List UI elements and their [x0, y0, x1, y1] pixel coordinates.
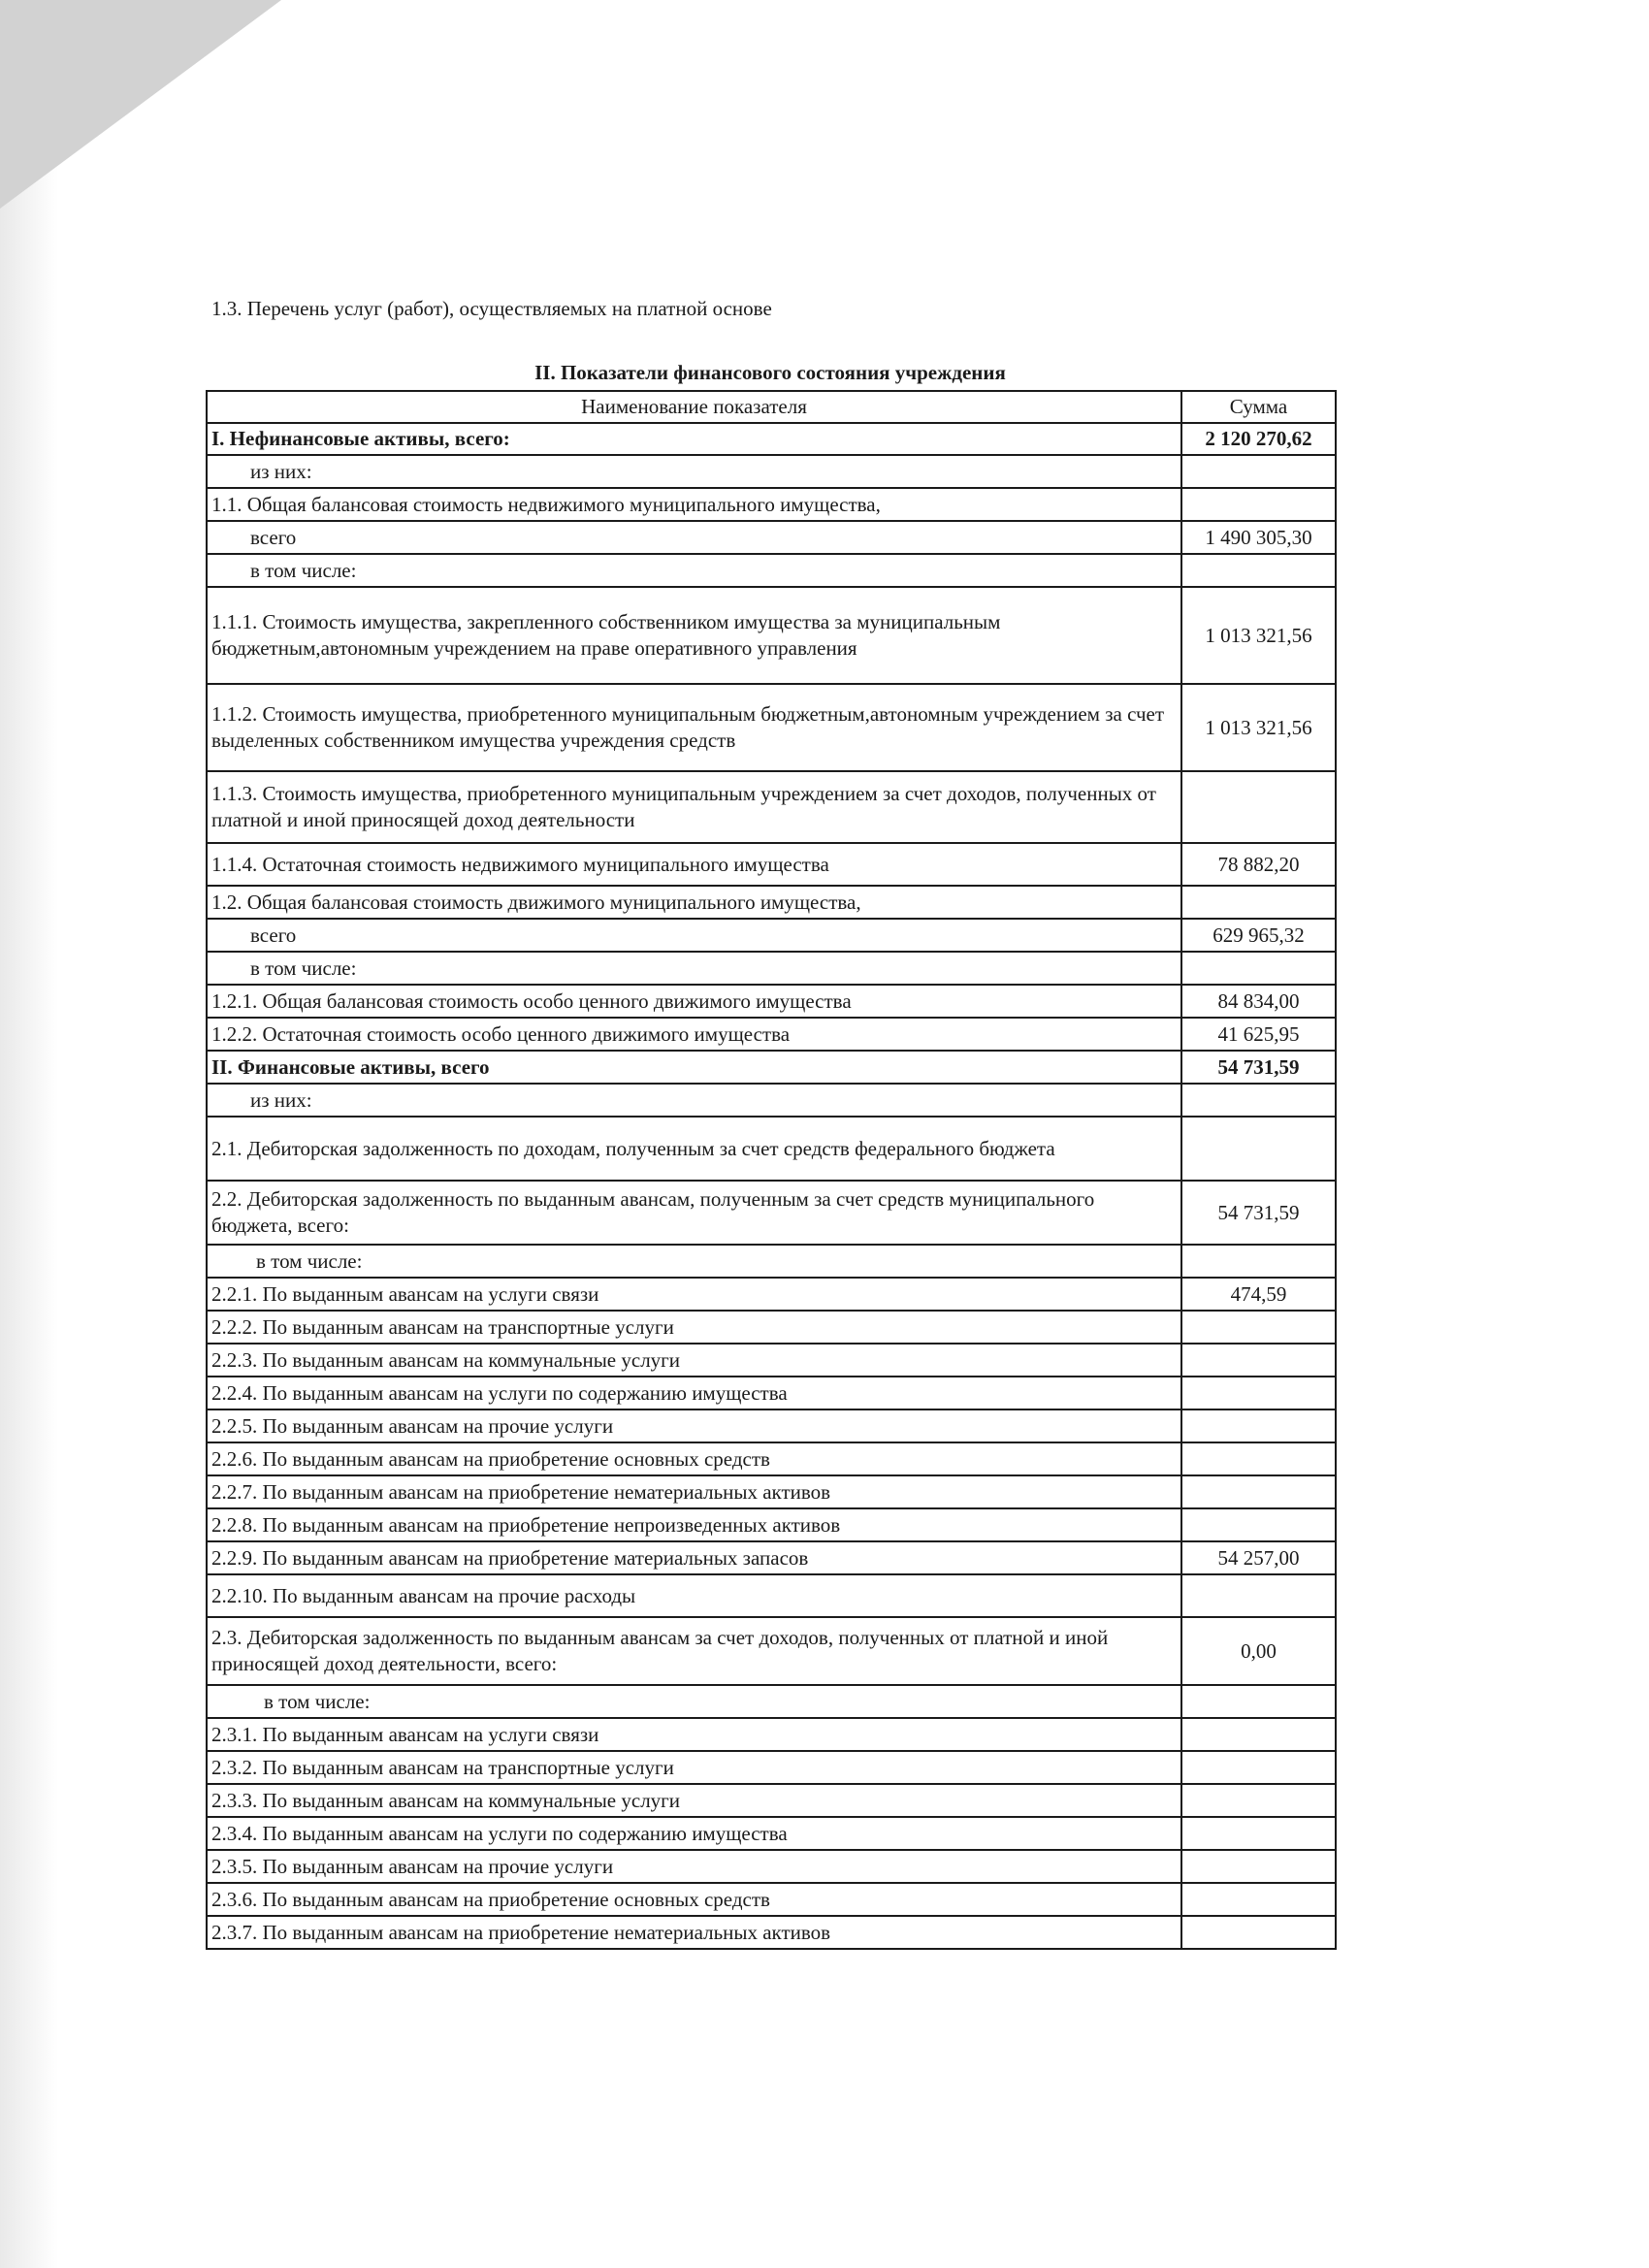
indicator-name-cell: 1.2.2. Остаточная стоимость особо ценного движимого имущества: [207, 1018, 1181, 1051]
indicator-name-cell: из них:: [207, 1084, 1181, 1117]
indicator-name-cell: 2.3.2. По выданным авансам на транспортные услуги: [207, 1751, 1181, 1784]
indicator-name-cell: 1.2.1. Общая балансовая стоимость особо ценного движимого имущества: [207, 985, 1181, 1018]
indicator-name-cell: 2.2. Дебиторская задолженность по выданным авансам, полученным за счет средств муниципального бюджета, всего:: [207, 1181, 1181, 1245]
table-row: [207, 1117, 1336, 1181]
indicator-name-cell: всего: [207, 919, 1181, 952]
amount-cell: 54 731,59: [1181, 1051, 1336, 1084]
table-row: [207, 1051, 1336, 1084]
table-row: [207, 488, 1336, 521]
services-list-heading: 1.3. Перечень услуг (работ), осуществляемых на платной основе: [211, 297, 772, 320]
amount-cell: [1181, 1574, 1336, 1617]
amount-cell: [1181, 1311, 1336, 1344]
folded-corner: [0, 0, 281, 209]
amount-cell: [1181, 1117, 1336, 1181]
indicator-name-cell: в том числе:: [207, 952, 1181, 985]
indicator-name-cell: 2.3.1. По выданным авансам на услуги связи: [207, 1718, 1181, 1751]
indicator-name-cell: 1.2. Общая балансовая стоимость движимого муниципального имущества,: [207, 886, 1181, 919]
table-row: [207, 1344, 1336, 1377]
indicator-name-cell: в том числе:: [207, 1245, 1181, 1278]
amount-cell: [1181, 1084, 1336, 1117]
indicator-name-cell: 2.2.8. По выданным авансам на приобретение непроизведенных активов: [207, 1508, 1181, 1541]
table-row: [207, 423, 1336, 455]
table-row: [207, 952, 1336, 985]
amount-cell: [1181, 1718, 1336, 1751]
table-row: [207, 1475, 1336, 1508]
table-row: [207, 1883, 1336, 1916]
amount-cell: [1181, 1850, 1336, 1883]
indicator-name-cell: 2.2.6. По выданным авансам на приобретение основных средств: [207, 1442, 1181, 1475]
amount-cell: 1 013 321,56: [1181, 684, 1336, 771]
indicator-name-cell: 2.2.10. По выданным авансам на прочие расходы: [207, 1574, 1181, 1617]
indicator-name-cell: из них:: [207, 455, 1181, 488]
indicator-name-cell: всего: [207, 521, 1181, 554]
table-row: [207, 1181, 1336, 1245]
amount-cell: [1181, 455, 1336, 488]
table-row: [207, 1442, 1336, 1475]
amount-cell: [1181, 1475, 1336, 1508]
table-body: [207, 423, 1336, 1949]
amount-cell: 41 625,95: [1181, 1018, 1336, 1051]
indicator-name-cell: 2.2.1. По выданным авансам на услуги связи: [207, 1278, 1181, 1311]
scan-edge-shadow: [0, 0, 58, 2268]
table-row: [207, 1685, 1336, 1718]
amount-cell: [1181, 1245, 1336, 1278]
column-header-indicator: Наименование показателя: [207, 391, 1181, 423]
amount-cell: 2 120 270,62: [1181, 423, 1336, 455]
indicator-name-cell: 2.2.7. По выданным авансам на приобретение нематериальных активов: [207, 1475, 1181, 1508]
indicator-name-cell: 1.1.4. Остаточная стоимость недвижимого муниципального имущества: [207, 843, 1181, 886]
table-title: II. Показатели финансового состояния учреждения: [534, 361, 1006, 384]
table-row: [207, 1617, 1336, 1685]
amount-cell: [1181, 1784, 1336, 1817]
amount-cell: [1181, 1685, 1336, 1718]
table-row: [207, 1278, 1336, 1311]
table-row: [207, 554, 1336, 587]
table-row: [207, 455, 1336, 488]
table-row: [207, 886, 1336, 919]
table-row: [207, 1541, 1336, 1574]
column-header-amount: Сумма: [1181, 391, 1336, 423]
indicator-name-cell: 2.2.4. По выданным авансам на услуги по содержанию имущества: [207, 1377, 1181, 1409]
amount-cell: 474,59: [1181, 1278, 1336, 1311]
amount-cell: 54 731,59: [1181, 1181, 1336, 1245]
amount-cell: [1181, 952, 1336, 985]
indicator-name-cell: 2.3. Дебиторская задолженность по выданным авансам за счет доходов, полученных от платной и иной приносящей доход деятельности, всего:: [207, 1617, 1181, 1685]
table-row: [207, 1574, 1336, 1617]
amount-cell: 54 257,00: [1181, 1541, 1336, 1574]
indicator-name-cell: 2.3.3. По выданным авансам на коммунальные услуги: [207, 1784, 1181, 1817]
table-row: [207, 1916, 1336, 1949]
table-row: [207, 771, 1336, 843]
table-row: [207, 587, 1336, 684]
indicator-name-cell: в том числе:: [207, 1685, 1181, 1718]
indicator-name-cell: 2.2.5. По выданным авансам на прочие услуги: [207, 1409, 1181, 1442]
table-row: [207, 521, 1336, 554]
indicator-name-cell: 2.3.4. По выданным авансам на услуги по содержанию имущества: [207, 1817, 1181, 1850]
indicator-name-cell: 1.1.3. Стоимость имущества, приобретенного муниципальным учреждением за счет доходов, полученных от платной и иной приносящей доход деятельности: [207, 771, 1181, 843]
indicator-name-cell: 2.2.3. По выданным авансам на коммунальные услуги: [207, 1344, 1181, 1377]
indicator-name-cell: 1.1.2. Стоимость имущества, приобретенного муниципальным бюджетным,автономным учреждением за счет выделенных собственником имущества учреждения средств: [207, 684, 1181, 771]
table-row: [207, 1508, 1336, 1541]
table-row: [207, 1718, 1336, 1751]
amount-cell: [1181, 1751, 1336, 1784]
indicator-name-cell: II. Финансовые активы, всего: [207, 1051, 1181, 1084]
amount-cell: [1181, 886, 1336, 919]
table-row: [207, 919, 1336, 952]
amount-cell: [1181, 1409, 1336, 1442]
indicator-name-cell: 2.1. Дебиторская задолженность по доходам, полученным за счет средств федерального бюджета: [207, 1117, 1181, 1181]
amount-cell: 629 965,32: [1181, 919, 1336, 952]
amount-cell: [1181, 1817, 1336, 1850]
indicator-name-cell: в том числе:: [207, 554, 1181, 587]
indicator-name-cell: 2.2.9. По выданным авансам на приобретение материальных запасов: [207, 1541, 1181, 1574]
table-row: [207, 1377, 1336, 1409]
table-row: [207, 1850, 1336, 1883]
amount-cell: [1181, 1916, 1336, 1949]
amount-cell: 0,00: [1181, 1617, 1336, 1685]
table-row: [207, 843, 1336, 886]
table-row: [207, 1784, 1336, 1817]
table-row: [207, 684, 1336, 771]
financial-indicators-table: [206, 390, 1337, 1950]
amount-cell: [1181, 1442, 1336, 1475]
table-row: [207, 985, 1336, 1018]
table-row: [207, 1018, 1336, 1051]
indicator-name-cell: 2.2.2. По выданным авансам на транспортные услуги: [207, 1311, 1181, 1344]
indicator-name-cell: 1.1.1. Стоимость имущества, закрепленного собственником имущества за муниципальным бюджетным,автономным учреждением на праве оперативного управления: [207, 587, 1181, 684]
amount-cell: 1 013 321,56: [1181, 587, 1336, 684]
amount-cell: [1181, 1883, 1336, 1916]
table-row: [207, 1084, 1336, 1117]
amount-cell: 1 490 305,30: [1181, 521, 1336, 554]
indicator-name-cell: 2.3.5. По выданным авансам на прочие услуги: [207, 1850, 1181, 1883]
amount-cell: [1181, 1508, 1336, 1541]
table-row: [207, 1245, 1336, 1278]
amount-cell: [1181, 488, 1336, 521]
amount-cell: 84 834,00: [1181, 985, 1336, 1018]
amount-cell: [1181, 554, 1336, 587]
indicator-name-cell: 2.3.6. По выданным авансам на приобретение основных средств: [207, 1883, 1181, 1916]
table-row: [207, 1311, 1336, 1344]
table-row: [207, 1817, 1336, 1850]
amount-cell: 78 882,20: [1181, 843, 1336, 886]
indicator-name-cell: 2.3.7. По выданным авансам на приобретение нематериальных активов: [207, 1916, 1181, 1949]
indicator-name-cell: 1.1. Общая балансовая стоимость недвижимого муниципального имущества,: [207, 488, 1181, 521]
amount-cell: [1181, 771, 1336, 843]
table-row: [207, 1751, 1336, 1784]
amount-cell: [1181, 1377, 1336, 1409]
indicator-name-cell: I. Нефинансовые активы, всего:: [207, 423, 1181, 455]
table-header-row: [207, 391, 1336, 423]
amount-cell: [1181, 1344, 1336, 1377]
table-row: [207, 1409, 1336, 1442]
